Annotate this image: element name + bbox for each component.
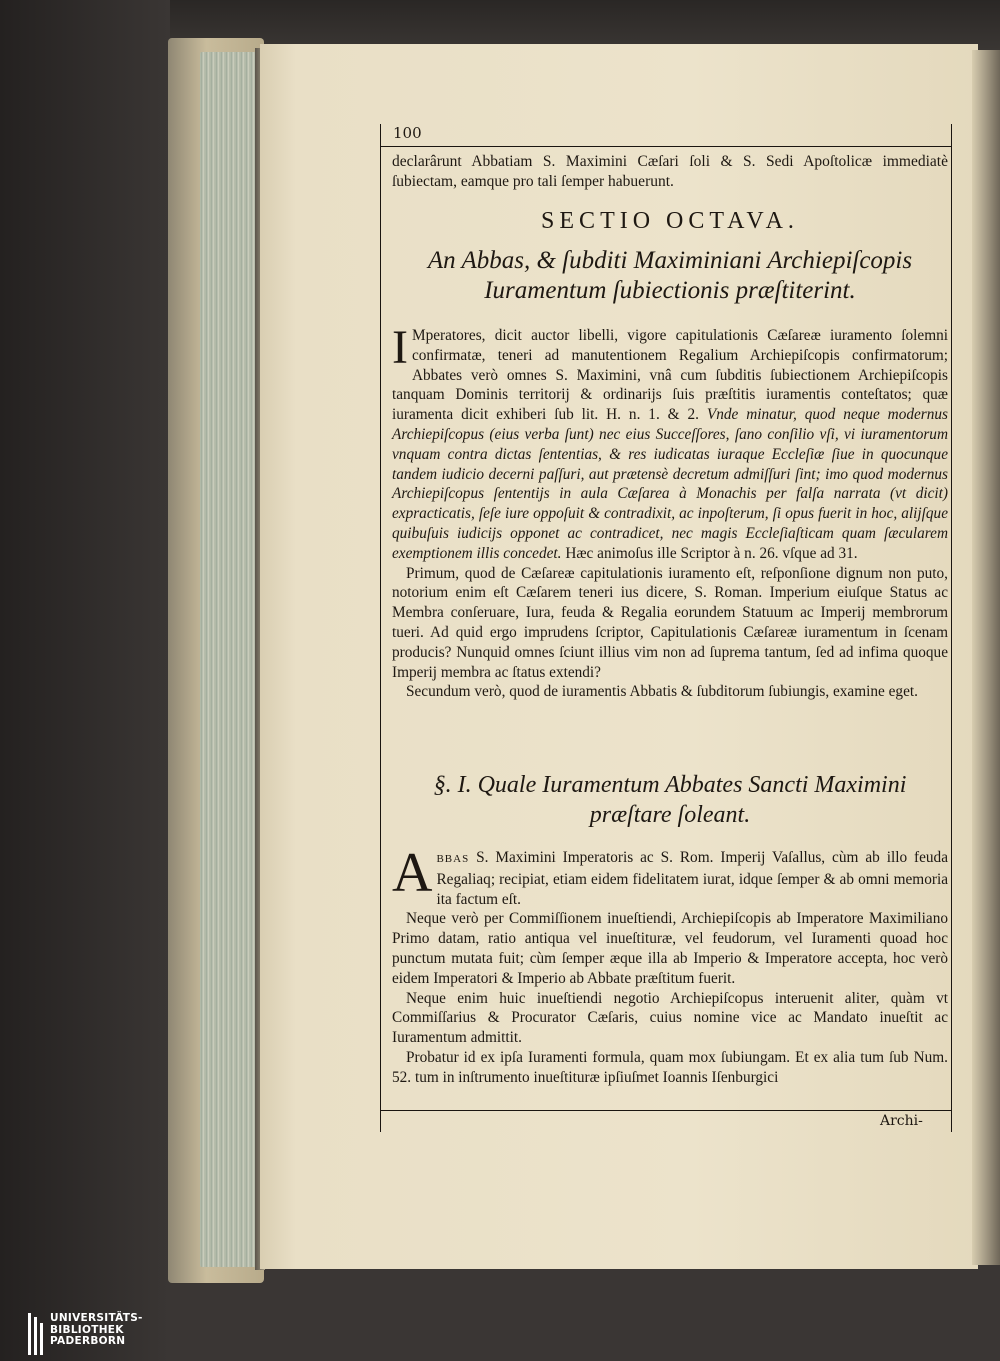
paragraph-1: [392, 321, 948, 564]
intro-lines: declarârunt Abbatiam S. Maximini Cæſari ſoli & S. Sedi Apoſtolicæ immediatè ſubiectam, eamque pro tali ſemper habuerunt.: [392, 153, 948, 190]
paragraph-6: Neque enim huic inueſtiendi negotio Archiepiſcopus interuenit aliter, quàm vt Commiſſarius & Procurator Cæſaris, cuius nomine vice ac Mandato inueſtit ac Iuramentum admittit.: [392, 989, 948, 1047]
paragraph-5: Neque verò per Commiſſionem inueſtiendi, Archiepiſcopis ab Imperatore Maximiliano Primo datam, ratio antiqua vel inueſtituræ, vel feudorum, vel Iuramenti quoad hoc punctum mutata fuit; cùm ſemper æque illa ab Imperio & Imperatore accepta, hoc verò eidem Imperatori & Imperio ab Abbate præſtitum fuerit.: [392, 910, 948, 987]
background-left: [0, 0, 170, 1361]
paragraph-1-end: Hæc animoſus ille Scriptor à n. 26. vſque ad 31.: [565, 544, 858, 562]
logo-line-1: UNIVERSITÄTS-: [50, 1312, 143, 1324]
page-right-edge: [972, 50, 1000, 1265]
logo-line-3: PADERBORN: [50, 1335, 126, 1347]
main-text: [392, 321, 948, 702]
paragraph-4-text: S. Maximini Imperatoris ac S. Rom. Imperij Vaſallus, cùm ab illo feuda Regaliaq; recipiat, etiam eidem fidelitatem iurat, idque ſemper & ab omni memoria ita factum eſt.: [436, 849, 948, 908]
paragraph-3: Secundum verò, quod de iuramentis Abbatis & ſubditorum ſubiungis, examine eget.: [406, 683, 918, 701]
dropcap-a: A: [392, 842, 433, 904]
header-rule: [380, 146, 952, 147]
section-heading: SECTIO OCTAVA.: [541, 208, 799, 234]
page-number: 100: [393, 124, 422, 142]
footer-rule: [380, 1110, 952, 1111]
catchword: Archi-: [880, 1113, 923, 1129]
subsection-text: [392, 842, 948, 1088]
smallcaps-abbas: BBAS: [436, 853, 470, 865]
paragraph-1-italic: Vnde minatur, quod neque modernus Archiepiſcopus (eius verba ſunt) nec eius Succeſſores, ſano conſilio vſi, vi iuramentorum vnquam contra dictas ſententias, & res iudicatas iuraque Eccleſiæ ſiue in quocunque tandem iudicio decerni paſſuri, aut prætensè decretum admiſſuri ſint; imo quod modernus Archiepiſcopus ſententijs in aula Cæſarea à Monachis per falſa narrata (vt dicit) expracticatis, ſeſe iure oppoſuit & contradixit, ac inpoſterum, ſi opus fuerit in hoc, alijſque quibuſuis iudicijs opponet ac contradicet, nec magis Eccleſiaſticam quam ſæcularem exemptionem illis concedet.: [392, 406, 948, 562]
library-logo-text: [50, 1313, 143, 1348]
dropcap-i: I: [392, 321, 408, 374]
paragraph-7: Probatur id ex ipſa Iuramenti formula, quam mox ſubiungam. Et ex alia tum ſub Num. 52. tum in inſtrumento inueſtituræ ipſiuſmet Ioannis Iſenburgici: [392, 1048, 948, 1086]
paragraph-1-text: Mperatores, dicit auctor libelli, vigore capitulationis Cæſareæ iuramento ſolemni confirmatæ, teneri ad manutentionem Regalium Archiepiſcopis confirmatorum; Abbates verò omnes S. Maximini, vnâ cum ſubditis ſubiectionem Archiepiſcopis tanquam Dominis territorij & ordinarijs ſuis præſtitis iuramentis conteſtatos; quæ iuramenta dicit exhiberi ſub lit. H. n. 1. & 2.: [392, 327, 948, 424]
paragraph-4: [392, 842, 948, 909]
section-title: An Abbas, & ſubditi Maximiniani Archiepiſcopis Iuramentum ſubiectionis præſtiterint.: [427, 247, 913, 304]
page-edges: [200, 52, 256, 1267]
subsection-title: §. I. Quale Iuramentum Abbates Sancti Maximini præſtare ſoleant.: [433, 772, 907, 828]
intro-text: [392, 152, 948, 192]
paragraph-2: Primum, quod de Cæſareæ capitulationis iuramento eſt, reſponſione dignum non puto, notorium enim eſt Cæſarem teneri ius dicere, S. Roman. Imperium eiuſque Status ac Membra conſeruare, Iura, feuda & Regalia eorundem Statuum ac Imperij membrorum tueri. Ad quid ergo imprudens ſcriptor, Capitulationis Cæſareæ iuramentum in ſcenam producis? Nunquid omnes ſciunt illius vim non ad ſuprema tantum, ſed ad infima quoque Imperij membra ac ſtatus extendi?: [392, 564, 948, 681]
logo-line-2: BIBLIOTHEK: [50, 1323, 124, 1336]
